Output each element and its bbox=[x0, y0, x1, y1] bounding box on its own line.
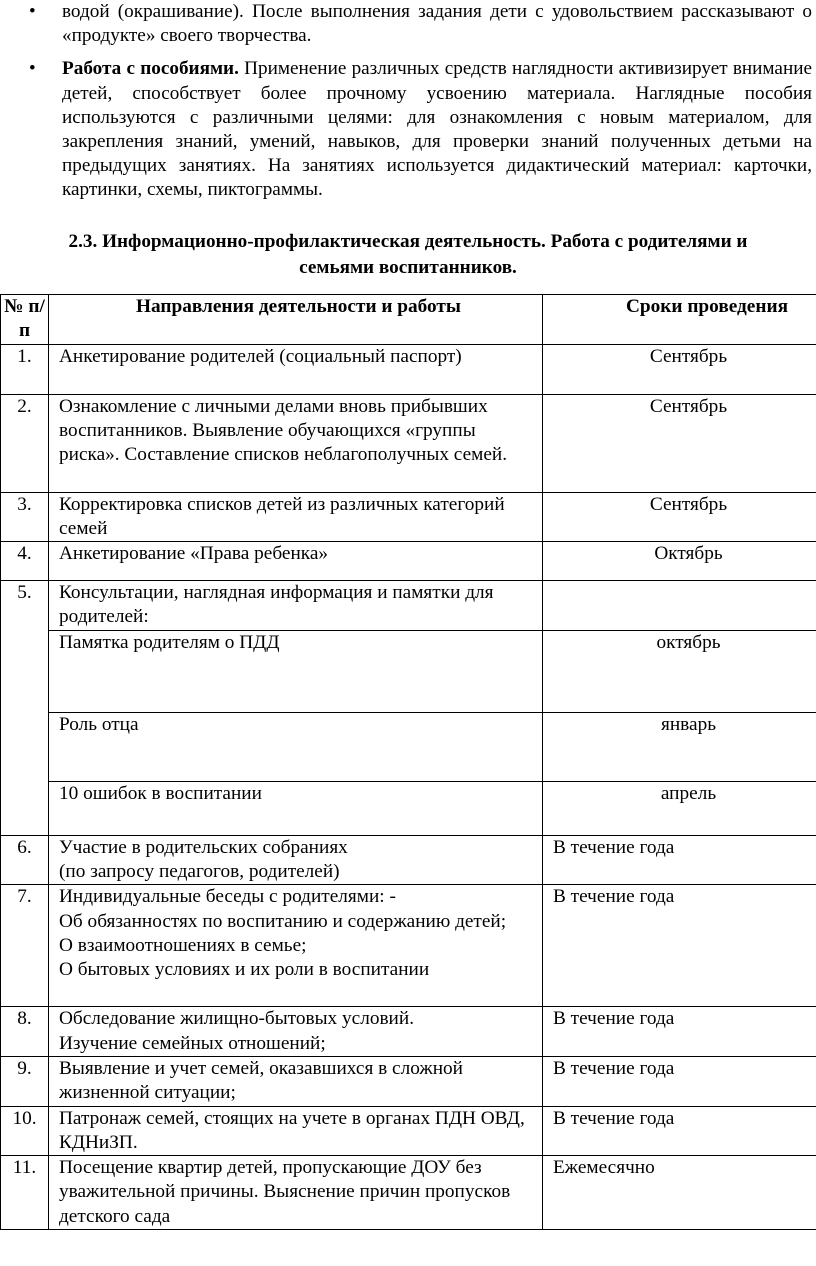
row-date: Сентябрь bbox=[543, 492, 816, 542]
table-subrow bbox=[1, 781, 816, 835]
row-date: Ежемесячно bbox=[543, 1156, 816, 1230]
bullet-item bbox=[0, 57, 816, 202]
subrow-activity: Роль отца bbox=[49, 712, 543, 781]
row-num: 4. bbox=[1, 542, 49, 581]
row-num: 10. bbox=[1, 1106, 49, 1156]
bullet-dot-icon: • bbox=[29, 58, 36, 80]
table-row bbox=[1, 1156, 816, 1230]
table-subrow bbox=[1, 712, 816, 781]
row-activity: Выявление и учет семей, оказавшихся в сложной жизненной ситуации; bbox=[49, 1056, 543, 1106]
table-row bbox=[1, 581, 816, 631]
subrow-activity: Памятка родителям о ПДД bbox=[49, 630, 543, 712]
section-title-line: 2.3. Информационно-профилактическая деятельность. Работа с родителями и bbox=[68, 231, 748, 252]
row-date bbox=[543, 581, 816, 631]
row-date: В течение года bbox=[543, 1056, 816, 1106]
row-activity: Индивидуальные беседы с родителями: - Об обязанностях по воспитанию и содержанию детей; О взаимоотношениях в семье; О бытовых условиях и их роли в воспитании bbox=[49, 885, 543, 1007]
parents-work-table bbox=[0, 294, 816, 1230]
header-num: № п/п bbox=[1, 295, 49, 345]
row-num: 11. bbox=[1, 1156, 49, 1230]
row-activity: Ознакомление с личными делами вновь прибывших воспитанников. Выявление обучающихся «группы риска». Составление списков неблагополучных семей. bbox=[49, 394, 543, 492]
subrow-date: январь bbox=[543, 712, 816, 781]
bullet-item bbox=[0, 0, 816, 48]
row-activity: Анкетирование родителей (социальный паспорт) bbox=[49, 344, 543, 394]
row-date: В течение года bbox=[543, 835, 816, 885]
row-num: 7. bbox=[1, 885, 49, 1007]
row-activity: Анкетирование «Права ребенка» bbox=[49, 542, 543, 581]
bullet-lead: Работа с пособиями. bbox=[62, 58, 239, 80]
bullet-text: Применение различных средств наглядности активизирует внимание детей, способствует более прочному усвоению материала. Наглядные пособия используются с различными целями: для ознакомления с новым материалом, для закрепления знаний, умений, навыков, для проверки знаний полученных детьми на предыдущих занятиях. На занятиях используется дидактический материал: карточки, картинки, схемы, пиктограммы. bbox=[62, 58, 812, 201]
subrow-date: апрель bbox=[543, 781, 816, 835]
bullet-dot-icon: • bbox=[29, 1, 36, 22]
subrow-date: октябрь bbox=[543, 630, 816, 712]
table-row bbox=[1, 492, 816, 542]
table-row bbox=[1, 542, 816, 581]
table-header-row bbox=[1, 295, 816, 345]
table-row bbox=[1, 835, 816, 885]
row-num: 2. bbox=[1, 394, 49, 492]
row-activity: Посещение квартир детей, пропускающие ДОУ без уважительной причины. Выяснение причин пропусков детского сада bbox=[49, 1156, 543, 1230]
row-num: 6. bbox=[1, 835, 49, 885]
table-row bbox=[1, 1007, 816, 1057]
row-activity: Патронаж семей, стоящих на учете в органах ПДН ОВД, КДНиЗП. bbox=[49, 1106, 543, 1156]
row-activity: Обследование жилищно-бытовых условий. Изучение семейных отношений; bbox=[49, 1007, 543, 1057]
row-num: 9. bbox=[1, 1056, 49, 1106]
row-date: Октябрь bbox=[543, 542, 816, 581]
row-activity: Участие в родительских собраниях (по запросу педагогов, родителей) bbox=[49, 835, 543, 885]
row-num: 5. bbox=[1, 581, 49, 836]
intro-bullet-list bbox=[0, 0, 816, 203]
row-num: 3. bbox=[1, 492, 49, 542]
table-row bbox=[1, 1106, 816, 1156]
table-row bbox=[1, 394, 816, 492]
row-date: В течение года bbox=[543, 1007, 816, 1057]
row-activity: Корректировка списков детей из различных категорий семей bbox=[49, 492, 543, 542]
row-num: 8. bbox=[1, 1007, 49, 1057]
table-row bbox=[1, 344, 816, 394]
row-date: Сентябрь bbox=[543, 394, 816, 492]
row-date: В течение года bbox=[543, 1106, 816, 1156]
row-activity: Консультации, наглядная информация и памятки для родителей: bbox=[49, 581, 543, 631]
table-row bbox=[1, 1056, 816, 1106]
bullet-text: водой (окрашивание). После выполнения задания дети с удовольствием рассказывают о «продукте» своего творчества. bbox=[62, 1, 812, 47]
table-subrow bbox=[1, 630, 816, 712]
subrow-activity: 10 ошибок в воспитании bbox=[49, 781, 543, 835]
section-title-line: семьями воспитанников. bbox=[299, 256, 517, 278]
header-date: Сроки проведения bbox=[543, 295, 816, 345]
row-num: 1. bbox=[1, 344, 49, 394]
section-title bbox=[0, 229, 816, 280]
header-activity: Направления деятельности и работы bbox=[49, 295, 543, 345]
row-date: Сентябрь bbox=[543, 344, 816, 394]
row-date: В течение года bbox=[543, 885, 816, 1007]
table-row bbox=[1, 885, 816, 1007]
